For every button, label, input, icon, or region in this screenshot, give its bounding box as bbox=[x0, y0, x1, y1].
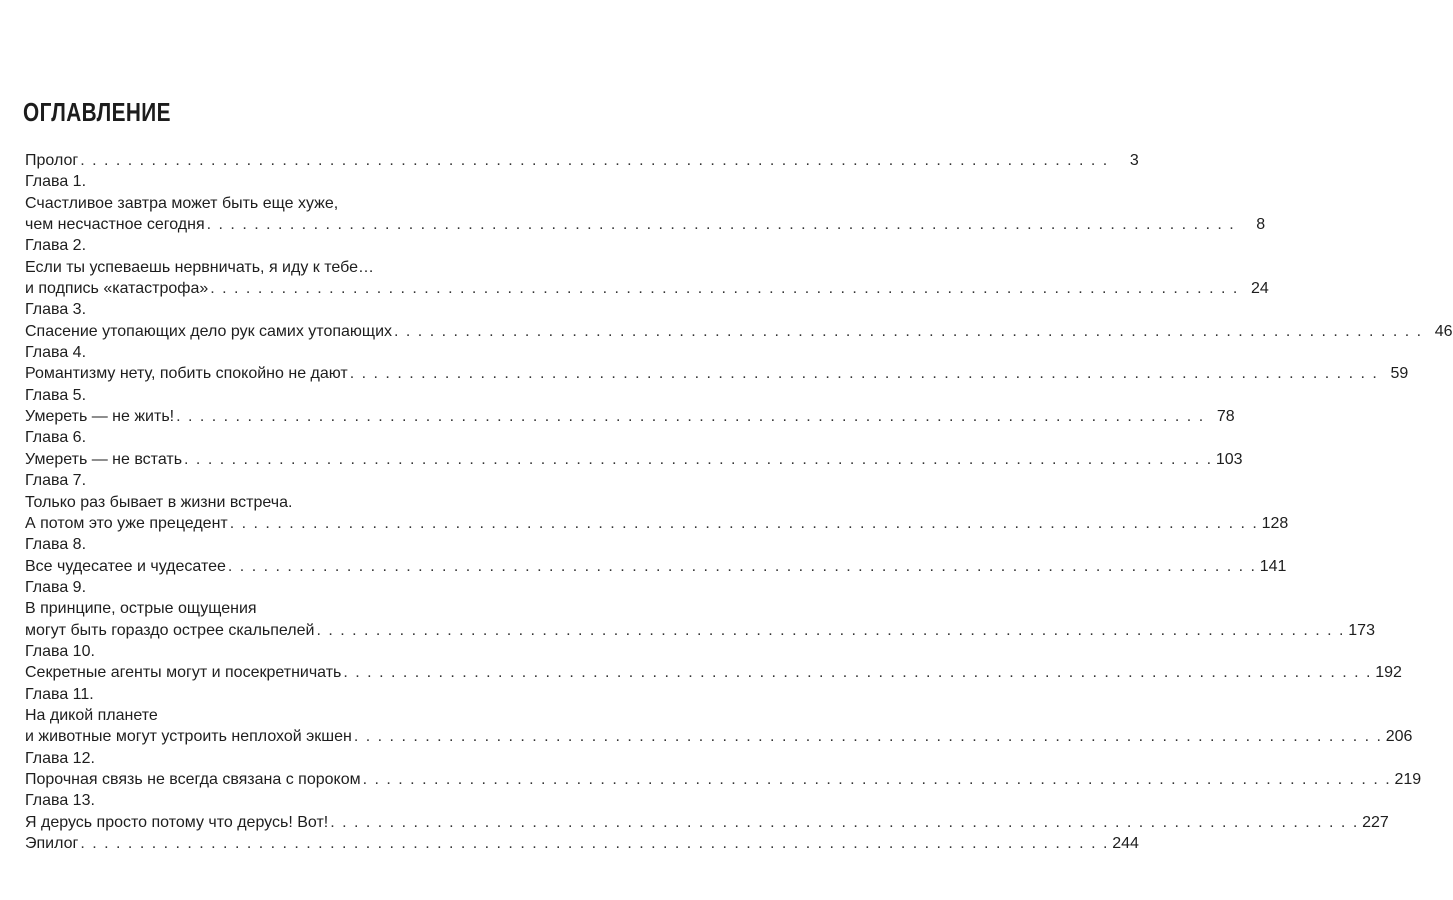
toc-leader-line bbox=[25, 406, 1235, 427]
chapter-title-line: Умереть — не жить! bbox=[25, 408, 175, 426]
page-number: 3 bbox=[1129, 152, 1139, 169]
toc-leader-line bbox=[25, 214, 1266, 235]
dot-leader: . . . . . . . . . . . . . . . . . . . . . . . . . . . . . . . . . . . . . . . . . . . . . . . . . . . . . . . . . . . . . . . . . . . . . . . . . . . . . . . . . . . . . . . bbox=[210, 280, 1239, 298]
toc-entry bbox=[25, 790, 1389, 833]
toc-entry bbox=[25, 171, 1266, 235]
dot-leader: . . . . . . . . . . . . . . . . . . . . . . . . . . . . . . . . . . . . . . . . . . . . . . . . . . . . . . . . . . . . . . . . . . . . . . . . . . . . . . . . . . . . . . . bbox=[184, 450, 1213, 468]
chapter-title-line: могут быть гораздо острее скальпелей bbox=[25, 621, 315, 639]
dot-leader: . . . . . . . . . . . . . . . . . . . . . . . . . . . . . . . . . . . . . . . . . . . . . . . . . . . . . . . . . . . . . . . . . . . . . . . . . . . . . . . . . . . . . . . bbox=[330, 813, 1359, 831]
toc-entry bbox=[25, 235, 1269, 299]
toc-entry bbox=[25, 342, 1409, 385]
toc-entry bbox=[25, 299, 1453, 342]
page-number: 141 bbox=[1259, 557, 1287, 575]
chapter-number: Глава 5. bbox=[25, 386, 87, 404]
toc-leader-line bbox=[25, 620, 1375, 641]
chapter-number: Глава 6. bbox=[25, 429, 87, 447]
toc-leader-line bbox=[25, 769, 1422, 790]
dot-leader: . . . . . . . . . . . . . . . . . . . . . . . . . . . . . . . . . . . . . . . . . . . . . . . . . . . . . . . . . . . . . . . . . . . . . . . . . . . . . . . . . . . . . . . bbox=[362, 770, 1392, 788]
page-number: 24 bbox=[1251, 280, 1269, 298]
page-number: 206 bbox=[1385, 728, 1413, 746]
page-number: 59 bbox=[1390, 365, 1409, 383]
toc-leader-line bbox=[25, 513, 1289, 534]
dot-leader: . . . . . . . . . . . . . . . . . . . . . . . . . . . . . . . . . . . . . . . . . . . . . . . . . . . . . . . . . . . . . . . . . . . . . . . . . . . . . . . . . . . . . . . bbox=[176, 408, 1205, 426]
toc-leader-line bbox=[25, 150, 1139, 171]
chapter-title-line: Секретные агенты могут и посекретничать bbox=[25, 664, 342, 682]
toc-leader-line bbox=[25, 556, 1287, 577]
chapter-title-line: Пролог bbox=[25, 152, 79, 169]
dot-leader: . . . . . . . . . . . . . . . . . . . . . . . . . . . . . . . . . . . . . . . . . . . . . . . . . . . . . . . . . . . . . . . . . . . . . . . . . . . . . . . . . . . . . . . bbox=[316, 621, 1345, 639]
dot-leader: . . . . . . . . . . . . . . . . . . . . . . . . . . . . . . . . . . . . . . . . . . . . . . . . . . . . . . . . . . . . . . . . . . . . . . . . . . . . . . . . . . . . . . . bbox=[353, 728, 1383, 746]
chapter-title-line: и животные могут устроить неплохой экшен bbox=[25, 728, 352, 746]
dot-leader: . . . . . . . . . . . . . . . . . . . . . . . . . . . . . . . . . . . . . . . . . . . . . . . . . . . . . . . . . . . . . . . . . . . . . . . . . . . . . . . . . . . . . . . bbox=[80, 835, 1109, 852]
toc-entry bbox=[25, 833, 1139, 854]
toc-entry bbox=[25, 684, 1413, 748]
dot-leader: . . . . . . . . . . . . . . . . . . . . . . . . . . . . . . . . . . . . . . . . . . . . . . . . . . . . . . . . . . . . . . . . . . . . . . . . . . . . . . . . . . . . . . . bbox=[229, 514, 1259, 532]
chapter-number: Глава 8. bbox=[25, 536, 87, 554]
chapter-title-line: А потом это уже прецедент bbox=[25, 514, 228, 532]
chapter-title-line: Все чудесатее и чудесатее bbox=[25, 557, 226, 575]
chapter-title-line: Романтизму нету, побить спокойно не дают bbox=[25, 365, 348, 383]
page-number: 244 bbox=[1112, 835, 1139, 852]
toc-entry bbox=[25, 641, 1402, 684]
page-number: 227 bbox=[1362, 813, 1389, 831]
toc-entry bbox=[25, 427, 1243, 470]
dot-leader: . . . . . . . . . . . . . . . . . . . . . . . . . . . . . . . . . . . . . . . . . . . . . . . . . . . . . . . . . . . . . . . . . . . . . . . . . . . . . . . . . . . . . . . bbox=[349, 365, 1379, 383]
chapter-number: Глава 12. bbox=[25, 749, 95, 767]
page-number: 46 bbox=[1434, 322, 1453, 340]
page-number: 128 bbox=[1261, 514, 1289, 532]
chapter-title-line: Только раз бывает в жизни встреча. bbox=[25, 493, 293, 511]
dot-leader: . . . . . . . . . . . . . . . . . . . . . . . . . . . . . . . . . . . . . . . . . . . . . . . . . . . . . . . . . . . . . . . . . . . . . . . . . . . . . . . . . . . . . . . bbox=[394, 322, 1423, 340]
page-number: 173 bbox=[1348, 621, 1375, 639]
chapter-number: Глава 1. bbox=[25, 173, 87, 191]
chapter-number: Глава 9. bbox=[25, 578, 87, 596]
chapter-number: Глава 13. bbox=[25, 792, 95, 810]
chapter-number: Глава 3. bbox=[25, 301, 87, 319]
toc-leader-line bbox=[25, 833, 1139, 854]
toc-entry bbox=[25, 534, 1287, 577]
page-number: 103 bbox=[1215, 450, 1243, 468]
toc-leader-line bbox=[25, 726, 1413, 747]
page-number: 219 bbox=[1394, 770, 1422, 788]
toc-leader-line bbox=[25, 449, 1243, 470]
toc-leader-line bbox=[25, 363, 1409, 384]
chapter-title-line: Умереть — не встать bbox=[25, 450, 183, 468]
chapter-title-line: В принципе, острые ощущения bbox=[25, 600, 257, 618]
chapter-title-line: и подпись «катастрофа» bbox=[25, 280, 209, 298]
dot-leader: . . . . . . . . . . . . . . . . . . . . . . . . . . . . . . . . . . . . . . . . . . . . . . . . . . . . . . . . . . . . . . . . . . . . . . . . . . . . . . . . . . . . . . . bbox=[227, 557, 1257, 575]
dot-leader: . . . . . . . . . . . . . . . . . . . . . . . . . . . . . . . . . . . . . . . . . . . . . . . . . . . . . . . . . . . . . . . . . . . . . . . . . . . . . . . . . . . . . . . bbox=[343, 664, 1372, 682]
toc-entry bbox=[25, 150, 1139, 171]
chapter-title-line: Спасение утопающих дело рук самих утопающих bbox=[25, 322, 393, 340]
dot-leader: . . . . . . . . . . . . . . . . . . . . . . . . . . . . . . . . . . . . . . . . . . . . . . . . . . . . . . . . . . . . . . . . . . . . . . . . . . . . . . . . . . . . . . . bbox=[206, 216, 1236, 234]
chapter-title-line: чем несчастное сегодня bbox=[25, 216, 205, 234]
toc-entry bbox=[25, 470, 1289, 534]
chapter-number: Глава 11. bbox=[25, 685, 94, 703]
page-number: 78 bbox=[1216, 408, 1235, 426]
toc-leader-line bbox=[25, 278, 1269, 299]
chapter-title-line: Я дерусь просто потому что дерусь! Вот! bbox=[25, 813, 329, 831]
toc-entry bbox=[25, 577, 1375, 641]
chapter-number: Глава 4. bbox=[25, 344, 87, 362]
chapter-number: Глава 2. bbox=[25, 237, 87, 255]
toc-leader-line bbox=[25, 812, 1389, 833]
table-of-contents bbox=[25, 150, 1453, 854]
chapter-title-line: Эпилог bbox=[25, 835, 79, 852]
toc-leader-line bbox=[25, 662, 1402, 683]
page-number: 192 bbox=[1375, 664, 1402, 682]
chapter-title-line: Порочная связь не всегда связана с пороком bbox=[25, 770, 361, 788]
dot-leader: . . . . . . . . . . . . . . . . . . . . . . . . . . . . . . . . . . . . . . . . . . . . . . . . . . . . . . . . . . . . . . . . . . . . . . . . . . . . . . . . . . . . . . . bbox=[80, 152, 1109, 169]
chapter-number: Глава 7. bbox=[25, 472, 87, 490]
chapter-number: Глава 10. bbox=[25, 642, 95, 660]
page-number: 8 bbox=[1256, 216, 1266, 234]
toc-entry bbox=[25, 748, 1422, 791]
chapter-title-line: Счастливое завтра может быть еще хуже, bbox=[25, 194, 339, 212]
chapter-title-line: На дикой планете bbox=[25, 706, 158, 724]
toc-entry bbox=[25, 385, 1235, 428]
chapter-title-line: Если ты успеваешь нервничать, я иду к тебе… bbox=[25, 258, 374, 276]
page-title: ОГЛАВЛЕНИЕ bbox=[23, 97, 171, 127]
toc-leader-line bbox=[25, 321, 1453, 342]
